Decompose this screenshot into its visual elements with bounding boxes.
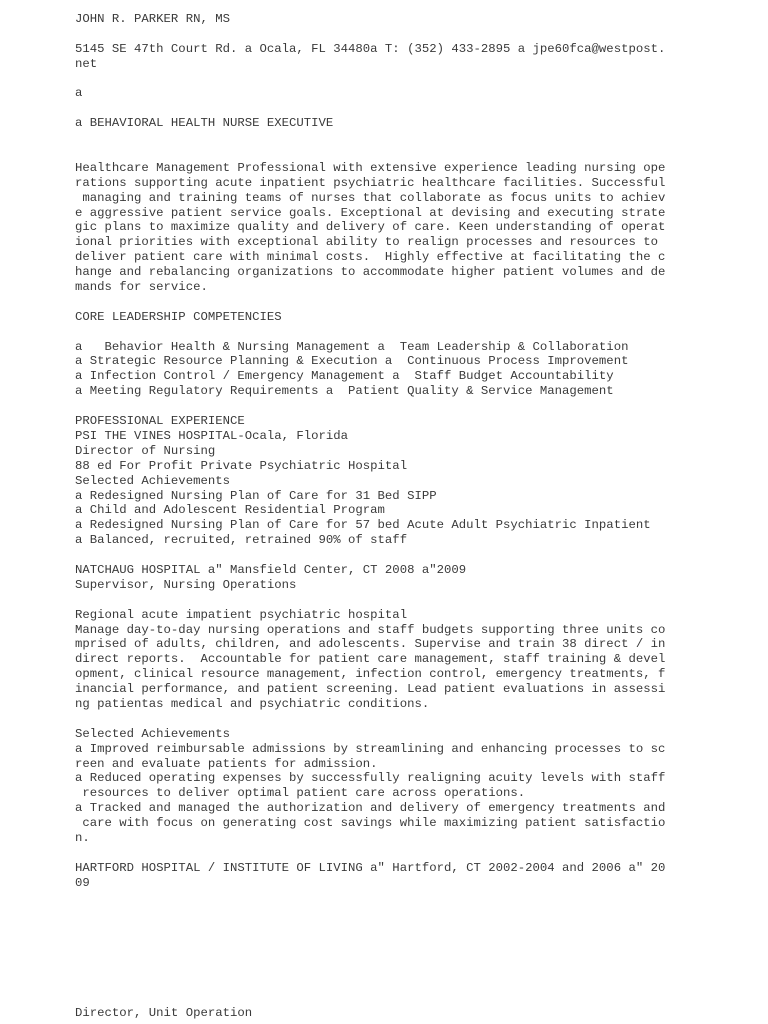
text-line: JOHN R. PARKER RN, MS [75,12,230,26]
text-line: hange and rebalancing organizations to accommodate higher patient volumes and de [75,265,666,280]
text-line: a Strategic Resource Planning & Execution a Continuous Process Improvement [75,354,629,369]
text-line: a Child and Adolescent Residential Program [75,503,385,518]
text-line: CORE LEADERSHIP COMPETENCIES [75,309,282,324]
blank-line [75,325,685,340]
blank-line [75,593,685,608]
page-footer-line: Director, Unit Operation [75,1006,253,1020]
text-line: ng patientas medical and psychiatric conditions. [75,696,430,711]
text-line: Selected Achievements [75,726,230,741]
blank-line [75,548,685,563]
text-line: a Infection Control / Emergency Management a Staff Budget Accountability [75,369,614,384]
text-line: 5145 SE 47th Court Rd. a Ocala, FL 34480a T: (352) 433-2895 a jpe60fca@westpost. [75,41,666,56]
text-line: a Tracked and managed the authorization and delivery of emergency treatments and [75,801,666,816]
text-line: mands for service. [75,280,208,295]
blank-line [75,101,685,116]
text-line: a Redesigned Nursing Plan of Care for 57 bed Acute Adult Psychiatric Inpatient [75,518,651,533]
text-line: resources to deliver optimal patient care across operations. [75,786,526,801]
text-line: Selected Achievements [75,473,230,488]
text-line: rations supporting acute inpatient psychiatric healthcare facilities. Successful [75,175,666,190]
text-line: managing and training teams of nurses that collaborate as focus units to achiev [75,190,666,205]
text-line: Manage day-to-day nursing operations and staff budgets supporting three units co [75,622,666,637]
text-line: 88 ed For Profit Private Psychiatric Hospital [75,458,408,473]
text-line: reen and evaluate patients for admission. [75,756,378,771]
blank-line [75,399,685,414]
text-line: Regional acute impatient psychiatric hospital [75,607,408,622]
text-line: a Behavior Health & Nursing Management a Team Leadership & Collaboration [75,339,629,354]
blank-line [75,295,685,310]
text-line: a Balanced, recruited, retrained 90% of staff [75,533,408,548]
text-line: gic plans to maximize quality and delivery of care. Keen understanding of operat [75,220,666,235]
text-line: Supervisor, Nursing Operations [75,577,297,592]
text-line: PSI THE VINES HOSPITAL-Ocala, Florida [75,428,349,443]
text-line: direct reports. Accountable for patient care management, staff training & devel [75,652,666,667]
text-line: ional priorities with exceptional ability to realign processes and resources to [75,235,666,250]
text-line: 09 [75,875,90,890]
blank-line [75,27,685,42]
text-line: deliver patient care with minimal costs. Highly effective at facilitating the c [75,250,666,265]
blank-line [75,712,685,727]
text-line: care with focus on generating cost savings while maximizing patient satisfactio [75,816,666,831]
text-line: a [75,86,83,101]
text-line: n. [75,830,90,845]
blank-line [75,846,685,861]
blank-line [75,146,685,161]
text-line: a Meeting Regulatory Requirements a Patient Quality & Service Management [75,384,614,399]
text-line: Director of Nursing [75,443,216,458]
blank-line [75,72,685,87]
text-line: HARTFORD HOSPITAL / INSTITUTE OF LIVING a" Hartford, CT 2002-2004 and 2006 a" 20 [75,860,666,875]
text-line: a Reduced operating expenses by successfully realigning acuity levels with staff [75,771,666,786]
resume-document [75,12,685,891]
text-line: a Improved reimbursable admissions by streamlining and enhancing processes to sc [75,741,666,756]
text-line: PROFESSIONAL EXPERIENCE [75,414,245,429]
text-line: Healthcare Management Professional with extensive experience leading nursing ope [75,160,666,175]
text-line: a Redesigned Nursing Plan of Care for 31 Bed SIPP [75,488,437,503]
text-line: mprised of adults, children, and adolescents. Supervise and train 38 direct / in [75,637,666,652]
text-line: e aggressive patient service goals. Exceptional at devising and executing strate [75,205,666,220]
text-line: opment, clinical resource management, infection control, emergency treatments, f [75,667,666,682]
text-line: a BEHAVIORAL HEALTH NURSE EXECUTIVE [75,116,334,131]
text-line: inancial performance, and patient screening. Lead patient evaluations in assessi [75,682,666,697]
text-line: NATCHAUG HOSPITAL a" Mansfield Center, CT 2008 a"2009 [75,562,467,577]
text-line: net [75,56,98,71]
blank-line [75,131,685,146]
